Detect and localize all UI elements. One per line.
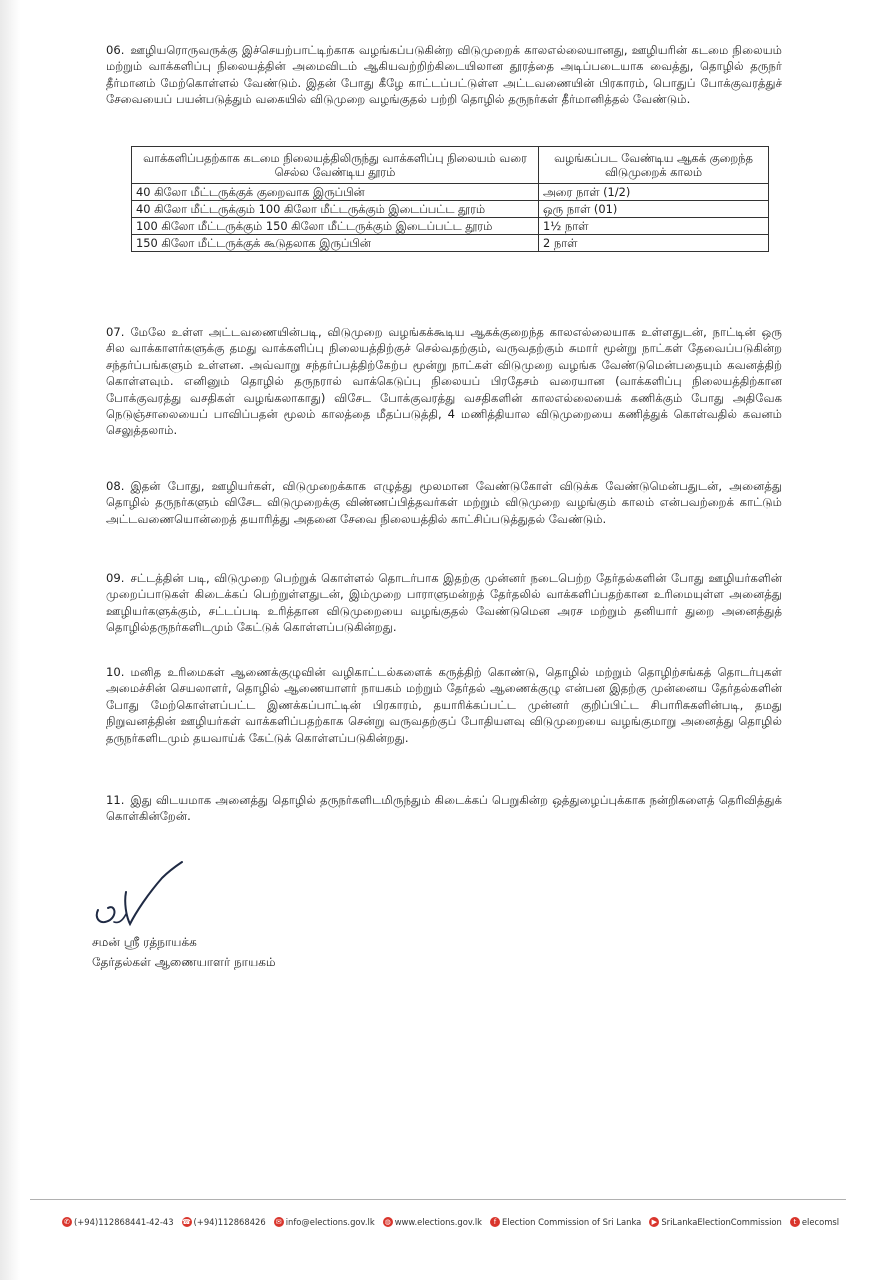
paragraph-number: 08. xyxy=(106,479,125,493)
table-header-row xyxy=(132,147,769,184)
table-cell: 40 கிலோ மீட்டருக்கும் 100 கிலோ மீட்டருக்கும் இடைப்பட்ட தூரம் xyxy=(132,201,539,218)
footer-twitter-text: elecomsl xyxy=(801,1217,840,1227)
fax-icon: ☎ xyxy=(182,1218,191,1226)
paragraph-text: இது விடயமாக அனைத்து தொழில் தருநர்களிடமிருந்தும் கிடைக்கப் பெறுகின்ற ஒத்துழைப்புக்காக நன்றிகளைத் தெரிவித்துக் கொள்கின்றேன். xyxy=(106,793,782,824)
distance-leave-table xyxy=(131,146,769,252)
phone-icon: ✆ xyxy=(62,1217,72,1227)
email-icon: ✉ xyxy=(274,1217,284,1227)
paragraph-text: இதன் போது, ஊழியர்கள், விடுமுறைக்காக எழுத்து மூலமான வேண்டுகோள் விடுக்க வேண்டுமென்பதுடன், அனைத்து தொழில் தருநர்களும் விசேட விடுமுறைக்கு விண்ணப்பித்தவர்கள் மற்றும் விடுமுறை வழங்கும் காலம் என்பவற்றைக் காட்டும் அட்டவணையொன்றைத் தயாரித்து அதனை சேவை நிலையத்தில் காட்சிப்படுத்துதல் வேண்டும். xyxy=(106,479,782,526)
footer-contacts xyxy=(62,1213,862,1231)
footer-website-text: www.elections.gov.lk xyxy=(394,1217,483,1227)
table-cell: 1½ நாள் xyxy=(539,218,769,235)
paragraph-06 xyxy=(106,42,782,108)
paragraph-number: 11. xyxy=(106,793,125,807)
paragraph-09 xyxy=(106,570,782,636)
footer-youtube-text: SriLankaElectionCommission xyxy=(661,1217,782,1227)
web-icon: ◍ xyxy=(384,1218,391,1226)
column-header-distance: வாக்களிப்பதற்காக கடமை நிலையத்திலிருந்து வாக்களிப்பு நிலையம் வரை செல்ல வேண்டிய தூரம் xyxy=(132,147,539,184)
signer-name: சமன் ஸ்ரீ ரத்நாயக்க xyxy=(92,935,197,949)
footer-divider xyxy=(30,1199,846,1200)
paragraph-text: சட்டத்தின் படி, விடுமுறை பெற்றுக் கொள்ளல் தொடர்பாக இதற்கு முன்னர் நடைபெற்ற தேர்தல்களின் போது ஊழியர்களின் முறைப்பாடுகள் கிடைக்கப் பெற்றுள்ளதுடன், இம்முறை பாராளுமன்றத் தேர்தலில் வாக்களிப்பதற்கான உரிமையுள்ள அனைத்து ஊழியர்களுக்கும், சட்டப்படி உரித்தான விடுமுறையை வழங்குதல் வேண்டுமென அரச மற்றும் தனியார் துறை அனைத்துத் தொழில்தருநர்களிடமும் கேட்டுக் கொள்ளப்படுகின்றது. xyxy=(106,571,782,635)
table-cell: 150 கிலோ மீட்டருக்குக் கூடுதலாக இருப்பின் xyxy=(132,235,539,252)
table-cell: 40 கிலோ மீட்டருக்குக் குறைவாக இருப்பின் xyxy=(132,184,539,201)
footer-phone[interactable] xyxy=(62,1217,174,1227)
twitter-icon: t xyxy=(790,1217,800,1227)
paragraph-number: 06. xyxy=(106,43,125,57)
table-cell: ஒரு நாள் (01) xyxy=(539,201,769,218)
footer-facebook-text: Election Commission of Sri Lanka xyxy=(502,1217,642,1227)
paragraph-10 xyxy=(106,664,782,746)
table-row xyxy=(132,218,769,235)
facebook-icon: f xyxy=(490,1217,500,1227)
paragraph-text: மேலே உள்ள அட்டவணையின்படி, விடுமுறை வழங்கக்கூடிய ஆகக்குறைந்த காலஎல்லையாக உள்ளதுடன், நாட்டின் ஒரு சில வாக்காளர்களுக்கு தமது வாக்களிப்பு நிலையத்திற்குச் செல்வதற்கும், வருவதற்கும் சுமார் மூன்று நாட்கள் தேவைப்படுகின்ற சந்தர்ப்பங்களும் உள்ளன. அவ்வாறு சந்தர்ப்பத்திற்கேற்ப மூன்று நாட்கள் விடுமுறை வழங்க வேண்டுமென்பதையும் கவனத்திற் கொள்ளவும். எனினும் தொழில் தருநரால் வாக்கெடுப்பு நிலையப் பிரதேசம் வரையான (வாக்களிப்பு நிலையத்திற்கான போக்குவரத்து வசதிகள் வழங்கலாகாது) விசேட போக்குவரத்து வசதிகளின் காலஎல்லையைக் கணிக்கும் போது அதிவேக நெடுஞ்சாலையைப் பாவிப்பதன் மூலம் காலத்தை மீதப்படுத்தி, 4 மணித்தியால விடுமுறையை கணித்துக் கொள்வதில் கவனம் செலுத்தலாம். xyxy=(106,325,782,438)
footer-email[interactable] xyxy=(274,1217,375,1227)
signer-title: தேர்தல்கள் ஆணையாளர் நாயகம் xyxy=(92,955,276,969)
paragraph-text: மனித உரிமைகள் ஆணைக்குழுவின் வழிகாட்டல்களைக் கருத்திற் கொண்டு, தொழில் மற்றும் தொழிற்சங்கத் தொடர்புகள் அமைச்சின் செயலாளர், தொழில் ஆணையாளர் நாயகம் மற்றும் தேர்தல் ஆணைக்குழு என்பன இதற்கு முன்னைய தேர்தல்களின் போது மேற்கொள்ளப்பட்ட இணக்கப்பாட்டின் பிரகாரம், தயாரிக்கப்பட்ட முன்னர் குறிப்பிட்ட சிபாரிசுகளின்படி, தமது நிறுவனத்தின் ஊழியர்கள் வாக்களிப்பதற்காக சென்று வருவதற்குப் போதியளவு விடுமுறையை வழங்குமாறு அனைத்து தொழில் தருநர்களிடமும் தயவாய்க் கேட்டுக் கொள்ளப்படுகின்றது. xyxy=(106,665,782,745)
table-cell: 100 கிலோ மீட்டருக்கும் 150 கிலோ மீட்டருக்கும் இடைப்பட்ட தூரம் xyxy=(132,218,539,235)
footer-youtube[interactable] xyxy=(649,1217,782,1227)
footer-phone-text: (+94)112868441-42-43 xyxy=(74,1217,174,1227)
footer-fax-text: (+94)112868426 xyxy=(193,1217,266,1227)
paragraph-number: 10. xyxy=(106,665,125,679)
footer-facebook[interactable] xyxy=(490,1217,641,1227)
table-row xyxy=(132,201,769,218)
youtube-icon: ▶ xyxy=(649,1217,659,1227)
table-row xyxy=(132,235,769,252)
footer-twitter[interactable] xyxy=(790,1217,839,1227)
handwritten-signature xyxy=(90,858,200,933)
paragraph-text: ஊழியரொருவருக்கு இச்செயற்பாட்டிற்காக வழங்கப்படுகின்ற விடுமுறைக் காலஎல்லையானது, ஊழியரின் கடமை நிலையம் மற்றும் வாக்களிப்பு நிலையத்தின் அமைவிடம் ஆகியவற்றிற்கிடையிலான தூரத்தை அடிப்படையாக வைத்து, தொழில் தருநர் தீர்மானம் மேற்கொள்ளல் வேண்டும். இதன் போது கீழே காட்டப்பட்டுள்ள அட்டவணையின் பிரகாரம், பொதுப் போக்குவரத்துச் சேவையைப் பயன்படுத்தும் வகையில் விடுமுறை வழங்குதல் பற்றி தொழில் தருநர்கள் தீர்மானித்தல் வேண்டும். xyxy=(106,43,782,107)
paragraph-11 xyxy=(106,792,782,825)
column-header-leave: வழங்கப்பட வேண்டிய ஆகக் குறைந்த விடுமுறைக் காலம் xyxy=(539,147,769,184)
footer-email-text: info@elections.gov.lk xyxy=(285,1217,375,1227)
footer-website[interactable] xyxy=(383,1217,482,1227)
table-cell: 2 நாள் xyxy=(539,235,769,252)
paragraph-08 xyxy=(106,478,782,527)
footer-fax[interactable] xyxy=(182,1217,266,1227)
paragraph-number: 07. xyxy=(106,325,125,339)
table-cell: அரை நாள் (1/2) xyxy=(539,184,769,201)
table-row xyxy=(132,184,769,201)
paragraph-number: 09. xyxy=(106,571,125,585)
paragraph-07 xyxy=(106,324,782,439)
